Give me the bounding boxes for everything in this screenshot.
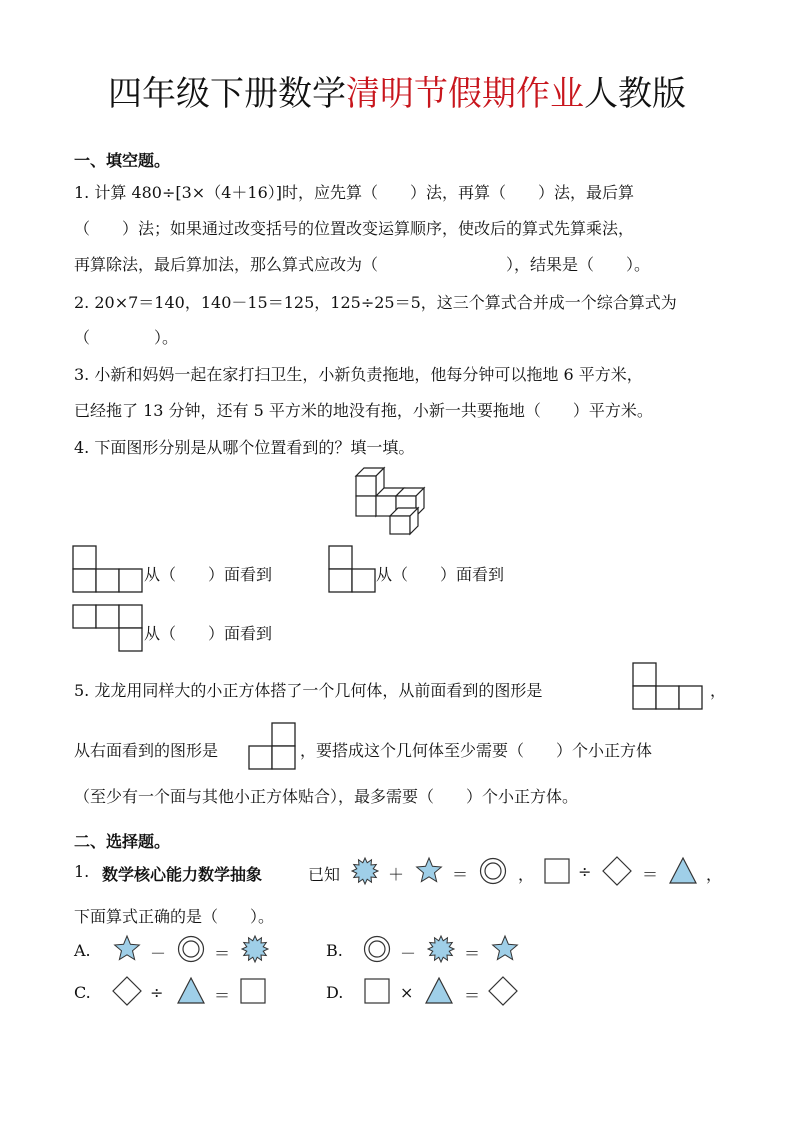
view-shape-1 — [72, 545, 144, 593]
option-b-minus: － — [400, 944, 417, 963]
c1-equals: ＝ — [452, 865, 469, 884]
double-circle-icon — [478, 856, 508, 886]
section-heading-choice: 二、选择题。 — [74, 832, 171, 851]
star-icon — [414, 856, 444, 886]
option-d-label: D. — [326, 983, 344, 1002]
q4-line-1: 4. 下面图形分别是从哪个位置看到的？填一填。 — [74, 438, 415, 457]
option-b-label: B. — [326, 941, 343, 960]
title-part-2: 人教版 — [584, 74, 686, 114]
q5-line-1: 5. 龙龙用同样大的小正方体搭了一个几何体，从前面看到的图形是 — [74, 681, 543, 700]
star-icon — [490, 934, 520, 964]
double-circle-icon — [362, 934, 392, 964]
view-shape-2 — [328, 545, 378, 593]
c1-equals-2: ＝ — [642, 865, 659, 884]
option-d-times: × — [400, 983, 414, 1002]
q2-line-1: 2. 20×7＝140，140－15＝125，125÷25＝5，这三个算式合并成一个综合算式为 — [74, 293, 677, 312]
triangle-icon — [176, 976, 206, 1006]
triangle-icon — [424, 976, 454, 1006]
star-icon — [112, 934, 142, 964]
q5-line-2-start: 从右面看到的图形是 — [74, 741, 219, 760]
option-a-equals: ＝ — [214, 944, 231, 963]
q3-line-1: 3. 小新和妈妈一起在家打扫卫生，小新负责拖地，他每分钟可以拖地 6 平方米， — [74, 365, 643, 384]
option-c-label: C. — [74, 983, 91, 1002]
burst-icon — [350, 856, 380, 886]
square-icon — [364, 978, 390, 1004]
q1-line-3: 再算除法，最后算加法，那么算式应改为（ ），结果是（ ）。 — [74, 255, 651, 274]
diamond-icon — [112, 976, 142, 1006]
option-b-equals: ＝ — [464, 944, 481, 963]
c1-comma-2: ， — [706, 865, 723, 884]
burst-icon — [426, 934, 456, 964]
page-title — [0, 66, 794, 115]
double-circle-icon — [176, 934, 206, 964]
option-a-minus: － — [150, 944, 167, 963]
c1-divide: ÷ — [578, 862, 592, 881]
square-icon — [240, 978, 266, 1004]
c1-line-2: 下面算式正确的是（ ）。 — [74, 907, 275, 926]
diamond-icon — [602, 856, 632, 886]
section-heading-fill-blank: 一、填空题。 — [74, 151, 171, 170]
q1-line-1: 1. 计算 480÷[3×（4＋16）]时，应先算（ ）法，再算（ ）法，最后算 — [74, 183, 634, 202]
view-shape-3 — [72, 604, 144, 652]
q5-right-view-shape — [248, 722, 298, 770]
square-icon — [544, 858, 570, 884]
cube-stack-figure — [352, 464, 442, 536]
view-3-answer: 从（ ）面看到 — [144, 624, 273, 643]
c1-comma: ， — [518, 865, 535, 884]
q5-line-2-end: ，要搭成这个几何体至少需要（ ）个小正方体 — [300, 741, 653, 760]
q5-front-view-shape — [632, 662, 704, 710]
title-part-1: 四年级下册数学 — [108, 74, 346, 114]
c1-number: 1. — [74, 862, 90, 881]
q5-line-3: （至少有一个面与其他小正方体贴合），最多需要（ ）个小正方体。 — [74, 787, 579, 806]
burst-icon — [240, 934, 270, 964]
option-c-divide: ÷ — [150, 983, 164, 1002]
q3-line-2: 已经拖了 13 分钟，还有 5 平方米的地没有拖，小新一共要拖地（ ）平方米。 — [74, 401, 653, 420]
diamond-icon — [488, 976, 518, 1006]
c1-known-text: 已知 — [308, 865, 341, 884]
triangle-icon — [668, 856, 698, 886]
option-c-equals: ＝ — [214, 986, 231, 1005]
view-2-answer: 从（ ）面看到 — [376, 565, 505, 584]
q5-line-1-comma: ， — [710, 681, 727, 700]
c1-skill-label: 数学核心能力数学抽象 — [102, 865, 263, 884]
option-a-label: A. — [74, 941, 91, 960]
q1-line-2: （ ）法；如果通过改变括号的位置改变运算顺序，使改后的算式先算乘法， — [74, 219, 635, 238]
title-highlight: 清明节假期作业 — [346, 74, 584, 114]
c1-plus: ＋ — [388, 865, 405, 884]
option-d-equals: ＝ — [464, 986, 481, 1005]
q2-line-2: （ ）。 — [74, 328, 179, 347]
view-1-answer: 从（ ）面看到 — [144, 565, 273, 584]
